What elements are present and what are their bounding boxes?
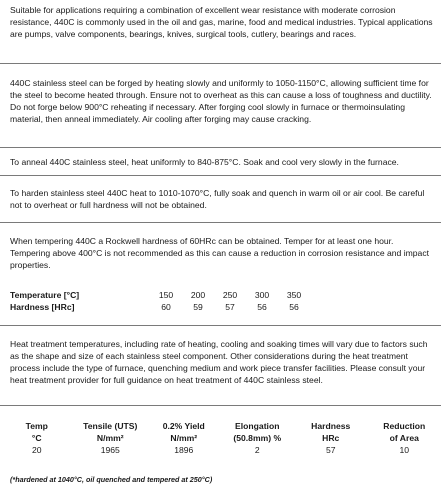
temperature-cell: 200 (190, 290, 206, 300)
unit-row (0, 432, 441, 444)
header-hardness: Hardness (311, 421, 351, 431)
hardness-cell: 57 (225, 302, 235, 312)
header-tensile: Tensile (UTS) (83, 421, 138, 431)
forging-text: 440C stainless steel can be forged by heating slowly and uniformly to 1050-1150°C, allowing sufficient time for the steel to become heated through. Ensure not to overheat as this can cause a loss of toughness and ductility. Do not forge below 900°C reheating if necessary. After forging cool slowly in furnace or thermoinsulating material, then anneal immediately. Air cooling after forging may cause cracking. (10, 78, 432, 124)
unit-tensile: N/mm² (96, 433, 124, 443)
header-reduction: Reduction (383, 421, 426, 431)
divider (0, 222, 441, 223)
temperature-row (10, 289, 310, 301)
temperature-cell: 350 (286, 290, 302, 300)
divider (0, 63, 441, 64)
cell-temp: 20 (31, 445, 42, 455)
tempering-table (10, 289, 310, 313)
hardness-cell: 59 (193, 302, 203, 312)
hardness-cell: 56 (289, 302, 299, 312)
annealing-text: To anneal 440C stainless steel, heat uniformly to 840-875°C. Soak and cool very slowly in the furnace. (10, 157, 399, 167)
hardening-text: To harden stainless steel 440C heat to 1010-1070°C, fully soak and quench in warm oil or air cool. Be careful not to overheat or full hardness will not be obtained. (10, 188, 425, 210)
temperature-cell: 250 (222, 290, 238, 300)
header-yield: 0.2% Yield (162, 421, 205, 431)
applications-paragraph (10, 4, 434, 40)
cell-elongation: 2 (254, 445, 260, 455)
hardness-row (10, 301, 310, 313)
heat-treatment-note-paragraph (10, 338, 434, 386)
annealing-paragraph (10, 156, 434, 168)
unit-yield: N/mm² (170, 433, 198, 443)
divider (0, 175, 441, 176)
hardness-cell: 60 (161, 302, 171, 312)
hardness-cell: 56 (257, 302, 267, 312)
footnote: (*hardened at 1040°C, oil quenched and tempered at 250°C) (10, 475, 213, 484)
forging-paragraph (10, 77, 434, 125)
divider (0, 147, 441, 148)
cell-hardness: 57 (325, 445, 336, 455)
hardness-label: Hardness [HRc] (10, 302, 75, 312)
header-row (0, 420, 441, 432)
table-row (0, 444, 441, 456)
temperature-cell: 300 (254, 290, 270, 300)
unit-reduction: of Area (389, 433, 419, 443)
unit-elongation: (50.8mm) % (233, 433, 282, 443)
header-temp: Temp (25, 421, 48, 431)
cell-tensile: 1965 (100, 445, 120, 455)
cell-yield: 1896 (174, 445, 194, 455)
mechanical-properties-table (0, 420, 441, 456)
unit-hardness: HRc (322, 433, 340, 443)
unit-temp: °C (31, 433, 42, 443)
applications-text: Suitable for applications requiring a combination of excellent wear resistance with moderate corrosion resistance, 440C is commonly used in the oil and gas, marine, food and medical industries. Typical applications are pumps, valve components, bearings, knives, surgical tools, cutlery, bearings and races. (10, 5, 433, 39)
hardening-paragraph (10, 187, 434, 211)
temperature-cell: 150 (158, 290, 174, 300)
temperature-label: Temperature [°C] (10, 290, 80, 300)
tempering-text: When tempering 440C a Rockwell hardness of 60HRc can be obtained. Temper for at least one hour. Tempering above 400°C is not recommended as this can cause a reduction in corrosion resistance and impact properties. (10, 236, 430, 270)
tempering-paragraph (10, 235, 434, 271)
divider (0, 405, 441, 406)
cell-reduction: 10 (399, 445, 410, 455)
heat-treatment-note-text: Heat treatment temperatures, including rate of heating, cooling and soaking times will vary due to factors such as the shape and size of each stainless steel component. Other considerations during the heat treatment process include the type of furnace, quenching medium and work piece transfer facilities. Please consult your heat treatment provider for full guidance on heat treatment of 440C stainless steel. (10, 339, 428, 385)
divider (0, 325, 441, 326)
header-elongation: Elongation (235, 421, 280, 431)
